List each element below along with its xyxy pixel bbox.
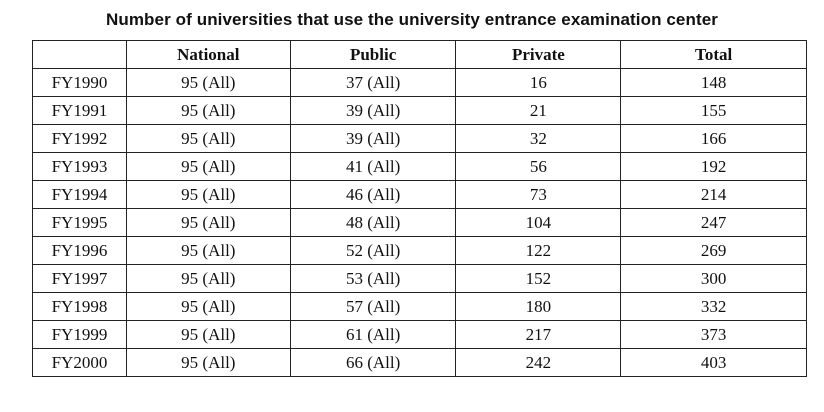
cell-private: 56 bbox=[456, 153, 621, 181]
header-row bbox=[33, 41, 807, 69]
table-row bbox=[33, 265, 807, 293]
cell-private: 21 bbox=[456, 97, 621, 125]
table-row bbox=[33, 125, 807, 153]
cell-national: 95 (All) bbox=[126, 265, 290, 293]
cell-total: 247 bbox=[621, 209, 807, 237]
cell-total: 148 bbox=[621, 69, 807, 97]
cell-total: 300 bbox=[621, 265, 807, 293]
table-row bbox=[33, 181, 807, 209]
header-cell-private: Private bbox=[456, 41, 621, 69]
cell-total: 166 bbox=[621, 125, 807, 153]
cell-year: FY1999 bbox=[33, 321, 127, 349]
table-row bbox=[33, 321, 807, 349]
table-row bbox=[33, 209, 807, 237]
universities-table bbox=[32, 40, 807, 377]
cell-national: 95 (All) bbox=[126, 125, 290, 153]
cell-year: FY1990 bbox=[33, 69, 127, 97]
cell-national: 95 (All) bbox=[126, 69, 290, 97]
cell-private: 152 bbox=[456, 265, 621, 293]
cell-year: FY1991 bbox=[33, 97, 127, 125]
header-cell-public: Public bbox=[290, 41, 456, 69]
cell-public: 37 (All) bbox=[290, 69, 456, 97]
table-row bbox=[33, 349, 807, 377]
cell-national: 95 (All) bbox=[126, 181, 290, 209]
cell-total: 373 bbox=[621, 321, 807, 349]
cell-private: 104 bbox=[456, 209, 621, 237]
cell-national: 95 (All) bbox=[126, 209, 290, 237]
cell-total: 332 bbox=[621, 293, 807, 321]
cell-public: 39 (All) bbox=[290, 125, 456, 153]
table-row bbox=[33, 237, 807, 265]
cell-national: 95 (All) bbox=[126, 153, 290, 181]
header-cell-national: National bbox=[126, 41, 290, 69]
cell-private: 242 bbox=[456, 349, 621, 377]
cell-public: 66 (All) bbox=[290, 349, 456, 377]
cell-national: 95 (All) bbox=[126, 237, 290, 265]
table-title: Number of universities that use the university entrance examination center bbox=[105, 10, 719, 29]
header-cell-total: Total bbox=[621, 41, 807, 69]
cell-total: 403 bbox=[621, 349, 807, 377]
cell-national: 95 (All) bbox=[126, 97, 290, 125]
table-row bbox=[33, 97, 807, 125]
cell-year: FY1993 bbox=[33, 153, 127, 181]
cell-year: FY1998 bbox=[33, 293, 127, 321]
cell-public: 46 (All) bbox=[290, 181, 456, 209]
cell-national: 95 (All) bbox=[126, 349, 290, 377]
cell-private: 16 bbox=[456, 69, 621, 97]
cell-public: 52 (All) bbox=[290, 237, 456, 265]
cell-national: 95 (All) bbox=[126, 293, 290, 321]
cell-private: 32 bbox=[456, 125, 621, 153]
cell-public: 39 (All) bbox=[290, 97, 456, 125]
cell-private: 73 bbox=[456, 181, 621, 209]
cell-public: 61 (All) bbox=[290, 321, 456, 349]
cell-private: 122 bbox=[456, 237, 621, 265]
table-row bbox=[33, 293, 807, 321]
cell-year: FY1995 bbox=[33, 209, 127, 237]
cell-total: 192 bbox=[621, 153, 807, 181]
cell-public: 48 (All) bbox=[290, 209, 456, 237]
cell-total: 269 bbox=[621, 237, 807, 265]
cell-private: 217 bbox=[456, 321, 621, 349]
cell-year: FY2000 bbox=[33, 349, 127, 377]
cell-year: FY1997 bbox=[33, 265, 127, 293]
cell-year: FY1992 bbox=[33, 125, 127, 153]
cell-national: 95 (All) bbox=[126, 321, 290, 349]
cell-public: 53 (All) bbox=[290, 265, 456, 293]
table-row bbox=[33, 153, 807, 181]
cell-year: FY1996 bbox=[33, 237, 127, 265]
cell-public: 57 (All) bbox=[290, 293, 456, 321]
header-cell-corner bbox=[33, 41, 127, 69]
cell-total: 214 bbox=[621, 181, 807, 209]
table-row bbox=[33, 69, 807, 97]
cell-public: 41 (All) bbox=[290, 153, 456, 181]
cell-year: FY1994 bbox=[33, 181, 127, 209]
cell-private: 180 bbox=[456, 293, 621, 321]
cell-total: 155 bbox=[621, 97, 807, 125]
